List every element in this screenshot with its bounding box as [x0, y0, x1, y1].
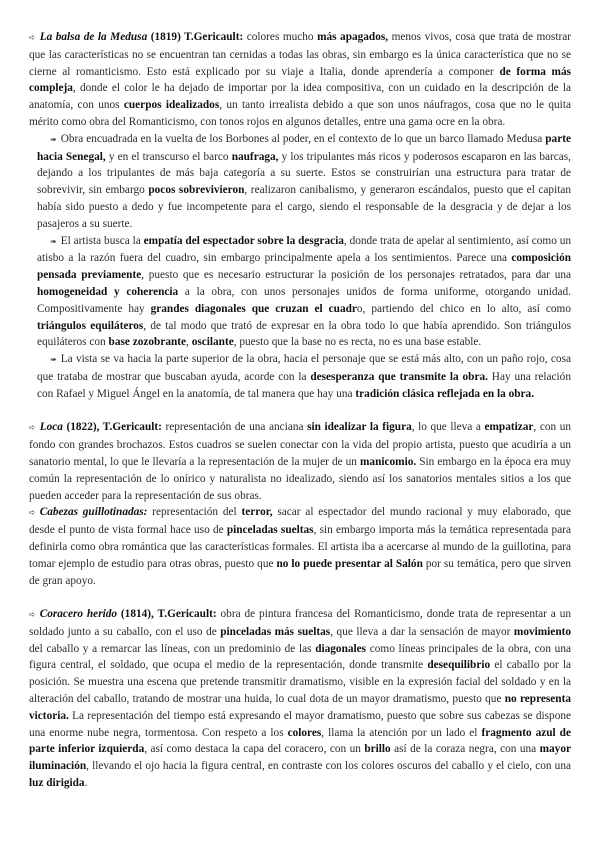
bold-text: no representa victoria.: [29, 693, 571, 722]
text-run: , un tanto irrealista debido a que son unos náufragos, cosa que no le quita mérito como obra del Romanticismo, con tonos rojos en algunos detalles, entre una gama ocre en la obra.: [29, 99, 571, 128]
text-run: como líneas principales de la obra, con una figura central, el soldado, que ocupa el medio de la representación, donde transmite: [29, 642, 571, 672]
bold-text: luz dirigida: [29, 777, 85, 790]
bold-text: cuerpos idealizados: [123, 99, 220, 112]
outline-arrow-bullet-icon: ➪: [29, 610, 36, 620]
bold-text: triángulos equiláteros: [37, 319, 144, 332]
arrow-bullet-icon: ➠: [50, 236, 57, 246]
outline-arrow-bullet-icon: ➪: [29, 33, 36, 42]
bold-text: Loca: [39, 421, 63, 434]
bold-text: fragmento azul de parte inferior izquierda: [29, 726, 571, 756]
text-run: , llama la atención por un lado el: [321, 726, 482, 739]
text-run: ,: [186, 336, 192, 349]
bold-text: empatizar: [484, 421, 534, 434]
text-run: , así como destaca la capa del coracero, con un: [144, 743, 365, 756]
bold-text: diagonales: [315, 642, 367, 655]
outline-arrow-bullet-icon: ➪: [29, 423, 36, 433]
text-run: , realizaron canibalismo, y generaron escándalos, puesto que el capitan había sido puesto a dedo y fue incompetente para el cargo, siendo el responsable de la desgracia y de dejar a los pasajeros a su suerte.: [37, 184, 572, 230]
text-run: Hay una relación con Rafael y Miguel Ángel en la anatomía, de tal manera que hay una: [37, 370, 571, 400]
text-run: representación de una anciana: [161, 421, 308, 434]
bold-text: movimiento: [513, 625, 572, 638]
arrow-bullet-icon: ➠: [50, 134, 57, 144]
bold-text: pinceladas más sueltas: [220, 625, 331, 638]
text-run: menos vivos, cosa que trata de mostrar que las características no se encuentran tan cernidas a todas las obras, sin embargo es la única característica que no se cierne al romanticismo. Esto está explicado por su viaje a Italia, donde aprendería a componer: [29, 31, 571, 78]
text-run: , donde el color le ha dejado de importar por la idea compositiva, con un cuidado en la descripción de la anatomía, con unos: [29, 82, 571, 112]
text-run: La vista se va hacia la parte superior de la obra, hacia el personaje que se está más alto, con un paño rojo, cosa que trataba de mostrar que buscaban ayuda, acorde con la: [37, 353, 571, 383]
bold-text: (1822), T.Gericault:: [62, 421, 162, 434]
bold-text: La balsa de la Medusa: [39, 31, 148, 43]
text-run: o, partiendo del chico en lo alto, así como: [356, 302, 571, 315]
document-page: [29, 29, 571, 792]
text-run: , puesto que es necesario estructurar la posición de los personajes retratados, para dar una: [141, 269, 571, 282]
bold-text: desequilibrio: [427, 659, 491, 672]
text-run: a la obra, con unos personajes unidos de forma uniforme, otorgando unidad. Compositivamente hay: [37, 285, 572, 315]
bold-text: parte hacia Senegal,: [37, 132, 571, 163]
text-run: del caballo y a remarcar las líneas, con un predominio de las: [29, 642, 316, 655]
text-run: Sin embargo en la época era muy común la representación de lo onírico y naturalista no idealizado, siendo así los sanatorios mentales sitios a los que pueden acceder para la representación de sus obras.: [29, 455, 571, 502]
bold-text: Coracero herido: [39, 608, 118, 621]
sub-bullet-paragraph: [29, 131, 571, 233]
bold-text: Cabezas guillotinadas:: [39, 506, 148, 519]
text-run: , donde trata de apelar al sentimiento, así como un atisbo a la razón fuera del cuadro, sin embargo principalmente apela a los sentimientos. Parece una: [37, 234, 571, 265]
artwork-paragraph: [29, 419, 571, 504]
bold-text: empatía del espectador sobre la desgracia: [143, 234, 344, 247]
artwork-paragraph: [29, 29, 571, 131]
bold-text: más apagados,: [317, 31, 389, 43]
text-run: , sin embargo importa más la temática representada para definirla como obra romántica que las características formales. El artista iba a acercarse al mundo de la guillotina, para tomar ejemplo de estudio para otras obras, puesto que: [29, 524, 571, 570]
bold-text: base zozobrante: [108, 336, 187, 349]
sub-bullet-paragraph: [29, 351, 571, 402]
text-run: y en el transcurso el barco: [105, 150, 232, 163]
bold-text: mayor iluminación: [29, 743, 571, 773]
text-run: La representación del tiempo está expresando el mayor dramatismo, puesto que sobre sus cabezas se dispone una enorme nube negra, tormentosa. Con respeto a los: [29, 709, 571, 739]
bold-text: homogeneidad y coherencia: [37, 285, 179, 298]
bold-text: pocos sobrevivieron: [148, 184, 245, 197]
bold-text: manicomio.: [360, 455, 417, 468]
bold-text: (1819) T.Gericault:: [147, 31, 244, 43]
text-run: por su temática, pero que sirven de gran apoyo.: [29, 557, 572, 587]
artwork-paragraph: [29, 606, 571, 792]
sub-bullet-paragraph: [29, 233, 571, 352]
bold-text: oscilante: [191, 336, 234, 349]
bold-text: terror,: [241, 506, 273, 519]
text-run: obra de pintura francesa del Romanticismo, donde trata de representar a un soldado junto a su caballo, con el uso de: [29, 608, 572, 638]
bold-text: brillo: [364, 743, 391, 756]
bold-text: (1814), T.Gericault:: [117, 608, 217, 621]
bold-text: desesperanza que transmite la obra.: [310, 370, 488, 383]
bold-text: colores: [287, 726, 322, 739]
text-run: , puesto que la base no es recta, no es una base estable.: [233, 336, 482, 349]
text-run: .: [84, 777, 88, 790]
outline-arrow-bullet-icon: ➪: [29, 508, 36, 518]
text-run: , que lleva a dar la sensación de mayor: [330, 625, 514, 638]
bold-text: naufraga,: [231, 150, 279, 163]
bold-text: grandes diagonales que cruzan el cuadr: [150, 302, 357, 315]
text-run: sacar al espectador del mundo racional y muy elaborado, que desde el punto de vista formal hace uso de: [29, 506, 571, 537]
artwork-paragraph: [29, 504, 571, 589]
text-run: Obra encuadrada en la vuelta de los Borbones al poder, en el contexto de lo que un barco llamado Medusa: [60, 132, 546, 145]
text-run: y los tripulantes más ricos y poderosos escaparon en las barcas, dejando a los tripulantes de más baja categoría a su suerte. Estos se construirían una estructura para tratar de sobrevivir, sin embargo: [37, 150, 572, 197]
text-run: , llevando el ojo hacia la figura central, en contraste con los colores oscuros del caballo y el cielo, con una: [86, 760, 571, 773]
text-run: El artista busca la: [60, 234, 144, 247]
bold-text: sin idealizar la figura: [307, 421, 412, 434]
text-run: representación del: [147, 506, 242, 519]
text-run: colores mucho: [243, 31, 318, 43]
text-run: , con un fondo con grandes brochazos. Estos cuadros se suelen conectar con la vida del propio artista, puesto que acudiría a un sanatorio mental, lo que le llevaría a la representación de la mujer de un: [29, 421, 571, 468]
text-run: , de tal modo que trató de expresar en la obra todo lo que había aprendido. Son triángulos equiláteros con: [37, 319, 571, 349]
arrow-bullet-icon: ➠: [50, 355, 57, 365]
bold-text: pinceladas sueltas: [226, 524, 314, 537]
bold-text: tradición clásica reflejada en la obra.: [355, 387, 535, 400]
text-run: el caballo por la posición. Se muestra una escena que pretende transmitir dramatismo, visible en la expresión facial del soldado y en la alteración del caballo, tratando de mostrar una huida, lo cual dota de un mayor dramatismo, puesto que: [29, 659, 572, 706]
bold-text: de forma más compleja: [29, 65, 571, 95]
bold-text: composición pensada previamente: [37, 252, 571, 282]
bold-text: no lo puede presentar al Salón: [276, 557, 423, 570]
text-run: así de la coraza negra, con una: [390, 743, 540, 756]
text-run: , lo que lleva a: [411, 421, 485, 434]
